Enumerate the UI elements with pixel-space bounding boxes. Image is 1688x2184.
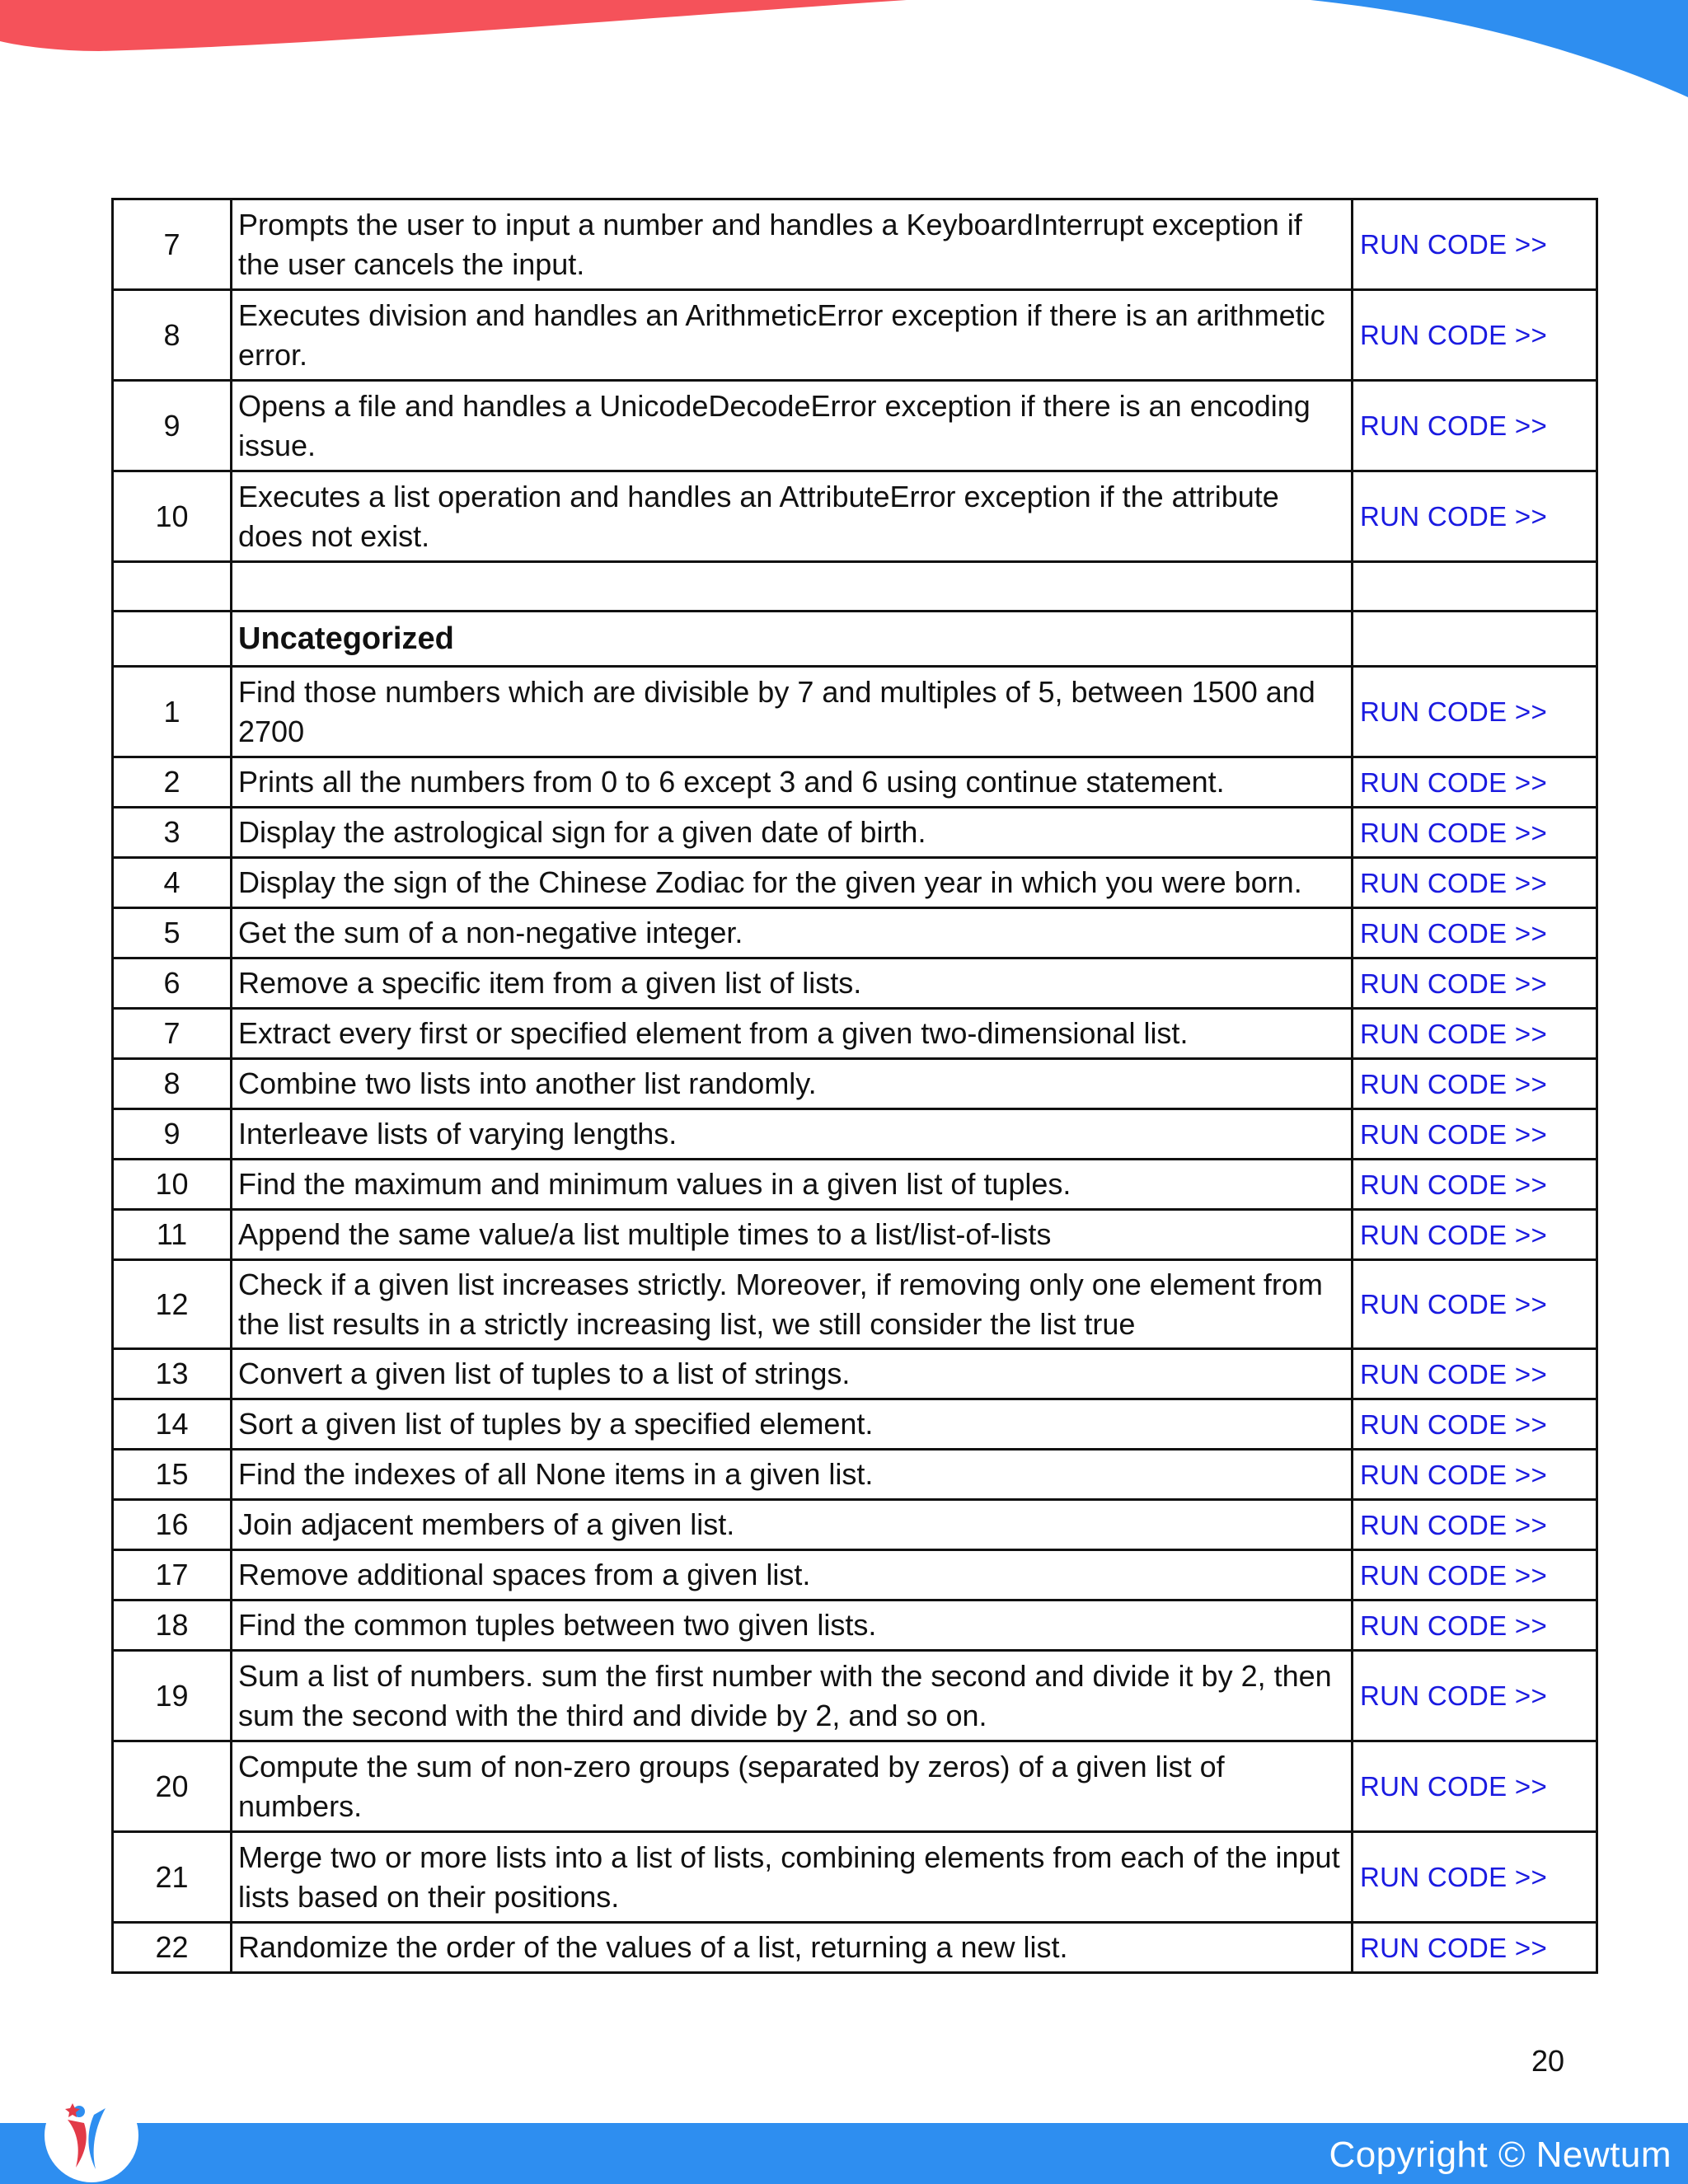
header-blue-wave [1311,0,1688,97]
run-code-link[interactable]: RUN CODE >> [1360,1358,1548,1390]
row-description: Get the sum of a non-negative integer. [232,908,1353,958]
table-row [113,1450,1597,1500]
row-number: 1 [113,667,232,757]
table-row [113,858,1597,908]
row-number: 9 [113,381,232,471]
row-description: Prints all the numbers from 0 to 6 except 3 and 6 using continue statement. [232,757,1353,808]
table-row [113,667,1597,757]
run-code-link[interactable]: RUN CODE >> [1360,229,1548,260]
table-row [113,1601,1597,1651]
row-description: Find the maximum and minimum values in a given list of tuples. [232,1160,1353,1210]
empty-row [113,562,1597,612]
section-title: Uncategorized [238,621,454,656]
row-number: 15 [113,1450,232,1500]
row-number: 12 [113,1260,232,1349]
row-number: 13 [113,1349,232,1399]
run-code-link[interactable]: RUN CODE >> [1360,766,1548,798]
row-description: Remove additional spaces from a given list. [232,1550,1353,1601]
run-code-link[interactable]: RUN CODE >> [1360,1559,1548,1591]
table-row [113,1832,1597,1923]
run-code-link[interactable]: RUN CODE >> [1360,501,1548,532]
table-row [113,808,1597,858]
row-number: 7 [113,1009,232,1059]
row-description: Opens a file and handles a UnicodeDecodeError exception if there is an encoding issue. [232,381,1353,471]
page-number: 20 [1531,2044,1564,2078]
row-description: Prompts the user to input a number and handles a KeyboardInterrupt exception if the user cancels the input. [232,199,1353,290]
footer-copyright: Copyright © Newtum [1329,2135,1672,2175]
row-number: 10 [113,1160,232,1210]
row-description: Join adjacent members of a given list. [232,1500,1353,1550]
row-number: 17 [113,1550,232,1601]
table-row [113,471,1597,562]
row-number: 14 [113,1399,232,1450]
run-code-link[interactable]: RUN CODE >> [1360,968,1548,999]
row-description: Interleave lists of varying lengths. [232,1109,1353,1160]
run-code-link[interactable]: RUN CODE >> [1360,1680,1548,1711]
table-row [113,1109,1597,1160]
run-code-link[interactable]: RUN CODE >> [1360,1771,1548,1802]
run-code-link[interactable]: RUN CODE >> [1360,1219,1548,1250]
run-code-link[interactable]: RUN CODE >> [1360,1169,1548,1200]
row-description: Find the common tuples between two given lists. [232,1601,1353,1651]
row-description: Display the sign of the Chinese Zodiac for the given year in which you were born. [232,858,1353,908]
table-row [113,1500,1597,1550]
row-number: 19 [113,1651,232,1741]
row-number: 5 [113,908,232,958]
row-number: 16 [113,1500,232,1550]
row-description: Append the same value/a list multiple times to a list/list-of-lists [232,1210,1353,1260]
row-description: Find those numbers which are divisible by 7 and multiples of 5, between 1500 and 2700 [232,667,1353,757]
section-header-row [113,612,1597,667]
run-code-link[interactable]: RUN CODE >> [1360,410,1548,441]
row-description: Extract every first or specified element from a given two-dimensional list. [232,1009,1353,1059]
table-row [113,1160,1597,1210]
table-row [113,1009,1597,1059]
table-row [113,1741,1597,1832]
table-row [113,1651,1597,1741]
table-row [113,908,1597,958]
row-description: Sum a list of numbers. sum the first number with the second and divide it by 2, then sum the second with the third and divide by 2, and so on. [232,1651,1353,1741]
run-code-link[interactable]: RUN CODE >> [1360,917,1548,949]
table-row [113,199,1597,290]
row-number: 3 [113,808,232,858]
run-code-link[interactable]: RUN CODE >> [1360,320,1548,350]
run-code-link[interactable]: RUN CODE >> [1360,1408,1548,1440]
row-number: 22 [113,1923,232,1973]
row-description: Merge two or more lists into a list of lists, combining elements from each of the input lists based on their positions. [232,1832,1353,1923]
row-number: 18 [113,1601,232,1651]
run-code-link[interactable]: RUN CODE >> [1360,1509,1548,1540]
table-row [113,1923,1597,1973]
row-number: 11 [113,1210,232,1260]
table-row [113,1210,1597,1260]
row-description: Find the indexes of all None items in a given list. [232,1450,1353,1500]
table-row [113,1059,1597,1109]
run-code-link[interactable]: RUN CODE >> [1360,696,1548,727]
row-number: 9 [113,1109,232,1160]
row-description: Randomize the order of the values of a list, returning a new list. [232,1923,1353,1973]
run-code-link[interactable]: RUN CODE >> [1360,1118,1548,1150]
row-description: Check if a given list increases strictly. Moreover, if removing only one element from the list results in a strictly increasing list, we still consider the list true [232,1260,1353,1349]
table-row [113,757,1597,808]
table-row [113,1260,1597,1349]
row-number: 8 [113,1059,232,1109]
run-code-link[interactable]: RUN CODE >> [1360,1018,1548,1049]
table-row [113,1349,1597,1399]
row-description: Remove a specific item from a given list of lists. [232,958,1353,1009]
row-number: 8 [113,290,232,381]
table-row [113,381,1597,471]
row-description: Combine two lists into another list randomly. [232,1059,1353,1109]
table-row [113,1399,1597,1450]
row-description: Executes a list operation and handles an AttributeError exception if the attribute does not exist. [232,471,1353,562]
row-number: 7 [113,199,232,290]
run-code-link[interactable]: RUN CODE >> [1360,1068,1548,1099]
row-description: Compute the sum of non-zero groups (separated by zeros) of a given list of numbers. [232,1741,1353,1832]
newtum-logo-icon [43,2087,140,2184]
table-row [113,1550,1597,1601]
row-description: Convert a given list of tuples to a list of strings. [232,1349,1353,1399]
exercise-table [111,198,1598,1974]
row-number: 10 [113,471,232,562]
run-code-link[interactable]: RUN CODE >> [1360,817,1548,848]
run-code-link[interactable]: RUN CODE >> [1360,1932,1548,1963]
row-number: 2 [113,757,232,808]
run-code-link[interactable]: RUN CODE >> [1360,1289,1548,1319]
run-code-link[interactable]: RUN CODE >> [1360,1459,1548,1490]
row-number: 6 [113,958,232,1009]
header-red-wave [0,0,907,51]
run-code-link[interactable]: RUN CODE >> [1360,1610,1548,1641]
row-number: 21 [113,1832,232,1923]
row-description: Sort a given list of tuples by a specified element. [232,1399,1353,1450]
row-description: Display the astrological sign for a given date of birth. [232,808,1353,858]
row-number: 20 [113,1741,232,1832]
table-row [113,290,1597,381]
table-row [113,958,1597,1009]
row-number: 4 [113,858,232,908]
run-code-link[interactable]: RUN CODE >> [1360,867,1548,898]
header-decoration [0,0,1688,107]
run-code-link[interactable]: RUN CODE >> [1360,1862,1548,1892]
row-description: Executes division and handles an ArithmeticError exception if there is an arithmetic error. [232,290,1353,381]
